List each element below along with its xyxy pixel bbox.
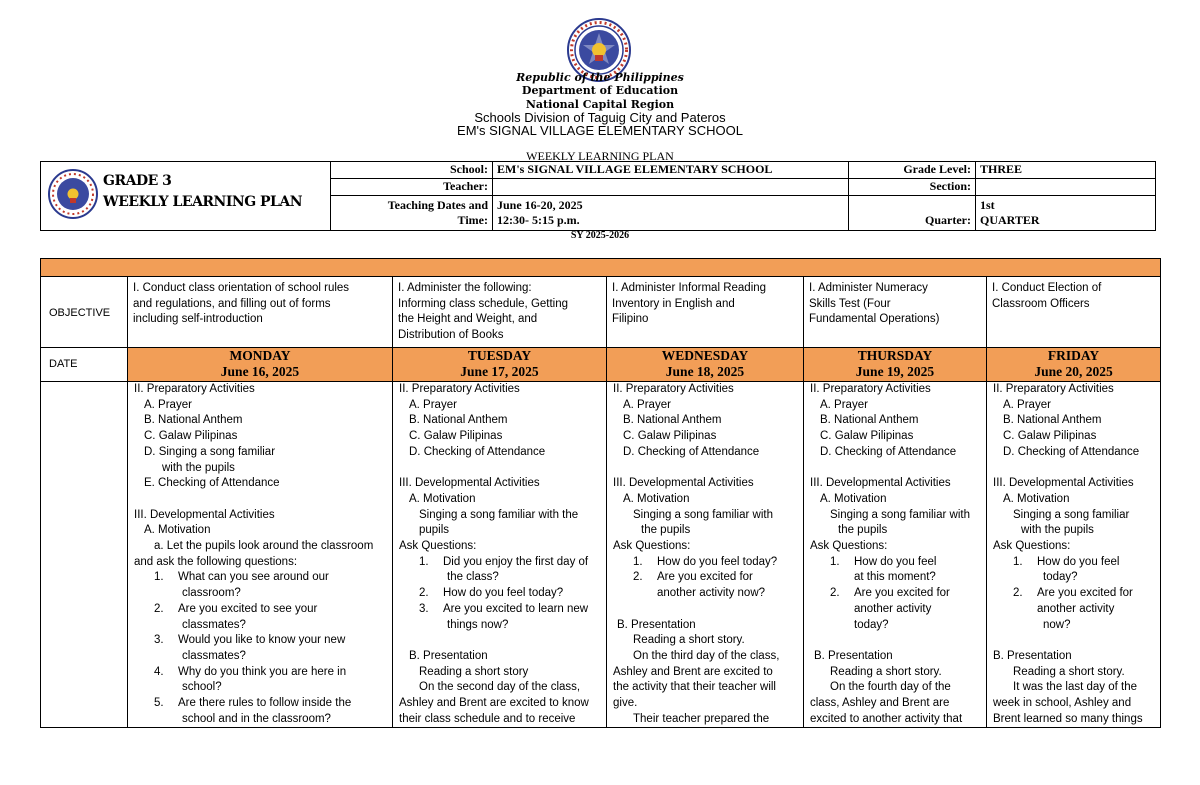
objective-line: the Height and Weight, and xyxy=(398,313,538,326)
activity-line: B. National Anthem xyxy=(144,414,243,427)
numbered-item xyxy=(134,665,388,681)
numbered-item xyxy=(134,570,388,586)
activity-line: at this moment? xyxy=(854,571,936,584)
activity-line: another activity xyxy=(854,602,932,615)
teacher-value xyxy=(493,178,849,195)
activity-line: D. Checking of Attendance xyxy=(820,445,957,458)
day-header-tuesday xyxy=(393,348,607,382)
activities-friday xyxy=(987,382,1161,728)
activity-line: III. Developmental Activities xyxy=(810,477,951,490)
activity-line: Ashley and Brent are excited to xyxy=(613,665,773,678)
spacer xyxy=(613,602,799,618)
item-number: 2. xyxy=(154,602,164,615)
activity-line: II. Preparatory Activities xyxy=(134,383,255,395)
quarter-label: Quarter: xyxy=(925,212,971,227)
teaching-dates-label-line1: Teaching Dates and xyxy=(387,197,488,212)
activity-line: II. Preparatory Activities xyxy=(399,383,520,395)
grade-level-label: Grade Level: xyxy=(849,162,976,179)
numbered-item xyxy=(993,586,1156,602)
activity-line: D. Checking of Attendance xyxy=(409,445,546,458)
activity-line: Singing a song familiar with xyxy=(633,508,773,521)
item-text: How do you feel today? xyxy=(443,587,564,600)
item-number: 1. xyxy=(633,555,643,568)
division-heading: Schools Division of Taguig City and Pateros xyxy=(474,110,726,125)
region-heading: National Capital Region xyxy=(525,98,675,111)
day-name: THURSDAY xyxy=(857,348,933,363)
activity-line: Ask Questions: xyxy=(399,540,477,553)
activity-line: the pupils xyxy=(641,524,691,537)
item-text: What can you see around our xyxy=(178,571,329,584)
objective-line: Fundamental Operations) xyxy=(809,313,940,326)
spacer xyxy=(810,633,982,649)
quarter-label-cell xyxy=(849,195,976,230)
deped-seal-icon xyxy=(47,168,99,220)
activity-line: D. Singing a song familiar xyxy=(144,445,276,458)
orange-band-row xyxy=(41,259,1161,277)
activity-line: Ashley and Brent are excited to know xyxy=(399,697,589,710)
activity-line: B. National Anthem xyxy=(623,414,722,427)
activity-line: A. Prayer xyxy=(144,398,192,411)
item-number: 4. xyxy=(154,665,164,678)
objective-line: Skills Test (Four xyxy=(809,297,891,310)
item-text: Are you excited for xyxy=(1037,587,1133,600)
brand-grade-text: GRADE 3 xyxy=(103,173,172,189)
day-header-monday xyxy=(128,348,393,382)
teaching-dates-value xyxy=(493,195,849,230)
activity-line: II. Preparatory Activities xyxy=(810,383,931,395)
numbered-item xyxy=(399,555,602,571)
republic-heading: Republic of the Philippines xyxy=(516,71,684,84)
activities-row xyxy=(41,382,1161,728)
spacer xyxy=(810,461,982,477)
day-header-wednesday xyxy=(607,348,804,382)
item-number: 1. xyxy=(154,571,164,584)
activity-line: a. Let the pupils look around the classroom xyxy=(154,540,374,553)
activity-line: B. National Anthem xyxy=(1003,414,1102,427)
item-number: 2. xyxy=(1013,587,1023,600)
activity-line: D. Checking of Attendance xyxy=(623,445,760,458)
activity-line: with the pupils xyxy=(162,461,235,474)
school-year: SY 2025-2026 xyxy=(570,230,630,241)
date-row xyxy=(41,348,1161,382)
activity-line: and ask the following questions: xyxy=(134,555,298,568)
activity-line: Reading a short story. xyxy=(830,665,942,678)
activity-line: Singing a song familiar with the xyxy=(419,508,579,521)
day-header-thursday xyxy=(804,348,987,382)
item-number: 2. xyxy=(419,587,429,600)
numbered-item xyxy=(613,555,799,571)
item-number: 1. xyxy=(419,555,429,568)
activity-line: B. Presentation xyxy=(617,618,696,631)
objective-line: and regulations, and filling out of forms xyxy=(133,297,331,310)
activity-line: C. Galaw Pilipinas xyxy=(623,430,717,443)
activity-line: A. Motivation xyxy=(409,492,476,505)
teaching-dates-label xyxy=(331,195,493,230)
objective-line: Distribution of Books xyxy=(398,329,504,342)
document-title: WEEKLY LEARNING PLAN xyxy=(526,149,674,163)
objective-wednesday xyxy=(607,277,804,348)
activity-line: A. Prayer xyxy=(820,398,868,411)
activity-line: school? xyxy=(182,681,222,694)
activity-line: C. Galaw Pilipinas xyxy=(144,430,238,443)
activity-line: A. Prayer xyxy=(623,398,671,411)
objective-line: I. Conduct Election of xyxy=(992,282,1102,294)
activity-line: Their teacher prepared the xyxy=(633,712,770,725)
objective-line: I. Administer the following: xyxy=(398,282,532,294)
activity-line: the class? xyxy=(447,571,499,584)
activities-thursday xyxy=(804,382,987,728)
activity-line: Reading a short story. xyxy=(1013,665,1125,678)
school-value: EM's SIGNAL VILLAGE ELEMENTARY SCHOOL xyxy=(493,162,849,179)
activity-line: Reading a short story xyxy=(419,665,529,678)
activity-line: A. Motivation xyxy=(144,524,211,537)
activity-line: another activity xyxy=(1037,602,1115,615)
activities-label-cell xyxy=(41,382,128,728)
teaching-dates-value-line2: 12:30- 5:15 p.m. xyxy=(497,212,580,227)
item-text: Why do you think you are here in xyxy=(178,665,347,678)
item-text: How do you feel today? xyxy=(657,555,778,568)
quarter-value-line1: 1st xyxy=(980,197,995,212)
section-value xyxy=(976,178,1156,195)
day-date: June 18, 2025 xyxy=(665,364,745,379)
activity-line: Singing a song familiar xyxy=(1013,508,1130,521)
item-number: 1. xyxy=(830,555,840,568)
objective-friday xyxy=(987,277,1161,348)
activity-line: the pupils xyxy=(838,524,888,537)
objective-monday xyxy=(128,277,393,348)
activity-line: Reading a short story. xyxy=(633,634,745,647)
item-number: 1. xyxy=(1013,555,1023,568)
activity-line: It was the last day of the xyxy=(1013,681,1138,694)
activity-line: B. Presentation xyxy=(409,649,488,662)
activity-line: B. National Anthem xyxy=(409,414,508,427)
activity-line: excited to another activity that xyxy=(810,712,963,725)
school-label: School: xyxy=(331,162,493,179)
objective-line: I. Conduct class orientation of school rules xyxy=(133,282,350,294)
grade-level-value: THREE xyxy=(976,162,1156,179)
activity-line: A. Motivation xyxy=(820,492,887,505)
objective-tuesday xyxy=(393,277,607,348)
numbered-item xyxy=(134,633,388,649)
department-heading: Department of Education xyxy=(521,84,679,97)
activity-line: B. Presentation xyxy=(814,649,893,662)
objective-line: Inventory in English and xyxy=(612,297,735,310)
spacer xyxy=(134,492,388,508)
numbered-item xyxy=(810,586,982,602)
activity-line: classmates? xyxy=(182,618,246,631)
activity-line: E. Checking of Attendance xyxy=(144,477,280,490)
numbered-item xyxy=(810,555,982,571)
spacer xyxy=(993,633,1156,649)
numbered-item xyxy=(399,602,602,618)
activity-line: with the pupils xyxy=(1021,524,1094,537)
item-number: 2. xyxy=(830,587,840,600)
lesson-grid xyxy=(40,258,1161,728)
item-text: Did you enjoy the first day of xyxy=(443,555,589,568)
item-text: Are you excited for xyxy=(854,587,950,600)
item-text: Are there rules to follow inside the xyxy=(178,697,352,710)
activity-line: On the fourth day of the xyxy=(830,681,951,694)
item-number: 5. xyxy=(154,697,164,710)
spacer xyxy=(399,633,602,649)
activity-line: things now? xyxy=(447,618,509,631)
objective-thursday xyxy=(804,277,987,348)
activity-line: On the second day of the class, xyxy=(419,681,581,694)
activity-line: another activity now? xyxy=(657,587,766,600)
day-name: FRIDAY xyxy=(1047,348,1100,363)
item-text: How do you feel xyxy=(854,555,937,568)
item-number: 3. xyxy=(419,602,429,615)
activity-line: III. Developmental Activities xyxy=(993,477,1134,490)
objective-label: OBJECTIVE xyxy=(41,277,128,348)
spacer xyxy=(399,461,602,477)
activity-line: today? xyxy=(854,618,889,631)
quarter-value-line2: QUARTER xyxy=(980,212,1040,227)
spacer xyxy=(993,461,1156,477)
activity-line: On the third day of the class, xyxy=(633,649,780,662)
activity-line: give. xyxy=(613,697,638,710)
day-header-friday xyxy=(987,348,1161,382)
teaching-dates-label-line2: Time: xyxy=(457,212,488,227)
activity-line: III. Developmental Activities xyxy=(399,477,540,490)
activity-line: pupils xyxy=(419,524,450,537)
activity-line: III. Developmental Activities xyxy=(134,508,275,521)
plan-info-table xyxy=(40,161,1156,231)
objective-line: Informing class schedule, Getting xyxy=(398,297,569,310)
activity-line: now? xyxy=(1043,618,1071,631)
numbered-item xyxy=(613,570,799,586)
teaching-dates-value-line1: June 16-20, 2025 xyxy=(497,197,583,212)
activity-line: Ask Questions: xyxy=(810,540,888,553)
activity-line: A. Prayer xyxy=(409,398,457,411)
activity-line: C. Galaw Pilipinas xyxy=(409,430,503,443)
activities-monday xyxy=(128,382,393,728)
day-date: June 16, 2025 xyxy=(220,364,300,379)
spacer xyxy=(613,461,799,477)
activities-tuesday xyxy=(393,382,607,728)
objective-line: I. Administer Informal Reading xyxy=(612,282,767,294)
brand-cell xyxy=(41,162,331,231)
activity-line: classmates? xyxy=(182,649,246,662)
day-name: WEDNESDAY xyxy=(661,348,749,363)
activity-line: C. Galaw Pilipinas xyxy=(820,430,914,443)
activity-line: Ask Questions: xyxy=(613,540,691,553)
teacher-label: Teacher: xyxy=(331,178,493,195)
item-text: Are you excited for xyxy=(657,571,753,584)
objective-line: Filipino xyxy=(612,313,649,326)
activity-line: II. Preparatory Activities xyxy=(993,383,1114,395)
activity-line: Brent learned so many things xyxy=(993,712,1143,725)
day-name: TUESDAY xyxy=(467,348,532,363)
day-date: June 17, 2025 xyxy=(460,364,539,379)
numbered-item xyxy=(134,696,388,712)
activity-line: B. Presentation xyxy=(993,649,1072,662)
section-label: Section: xyxy=(849,178,976,195)
day-date: June 19, 2025 xyxy=(855,364,935,379)
item-number: 2. xyxy=(633,571,643,584)
activity-line: today? xyxy=(1043,571,1078,584)
item-text: Are you excited to learn new xyxy=(443,602,589,615)
item-text: Would you like to know your new xyxy=(178,634,346,647)
activity-line: week in school, Ashley and xyxy=(993,697,1132,710)
date-label: DATE xyxy=(41,348,128,382)
item-text: Are you excited to see your xyxy=(178,602,318,615)
activity-line: Singing a song familiar with xyxy=(830,508,970,521)
activity-line: class, Ashley and Brent are xyxy=(810,697,950,710)
activity-line: classroom? xyxy=(182,587,241,600)
item-text: How do you feel xyxy=(1037,555,1120,568)
orange-band xyxy=(41,259,1161,277)
activity-line: B. National Anthem xyxy=(820,414,919,427)
activity-line: A. Prayer xyxy=(1003,398,1051,411)
objective-line: I. Administer Numeracy xyxy=(809,282,928,294)
activity-line: A. Motivation xyxy=(1003,492,1070,505)
activity-line: A. Motivation xyxy=(623,492,690,505)
activity-line: the activity that their teacher will xyxy=(613,681,776,694)
activity-line: III. Developmental Activities xyxy=(613,477,754,490)
activity-line: II. Preparatory Activities xyxy=(613,383,734,395)
numbered-item xyxy=(993,555,1156,571)
activity-line: school and in the classroom? xyxy=(182,712,331,725)
activity-line: their class schedule and to receive xyxy=(399,712,576,725)
numbered-item xyxy=(134,602,388,618)
item-number: 3. xyxy=(154,634,164,647)
activity-line: Ask Questions: xyxy=(993,540,1071,553)
objective-line: including self-introduction xyxy=(133,313,263,326)
numbered-item xyxy=(399,586,602,602)
day-date: June 20, 2025 xyxy=(1034,364,1113,379)
activity-line: D. Checking of Attendance xyxy=(1003,445,1140,458)
day-name: MONDAY xyxy=(229,348,291,363)
activity-line: C. Galaw Pilipinas xyxy=(1003,430,1097,443)
quarter-value xyxy=(976,195,1156,230)
objective-row xyxy=(41,277,1161,348)
brand-plan-text: WEEKLY LEARNING PLAN xyxy=(103,194,303,210)
school-heading: EM's SIGNAL VILLAGE ELEMENTARY SCHOOL xyxy=(457,123,743,138)
objective-line: Classroom Officers xyxy=(992,297,1090,310)
activities-wednesday xyxy=(607,382,804,728)
